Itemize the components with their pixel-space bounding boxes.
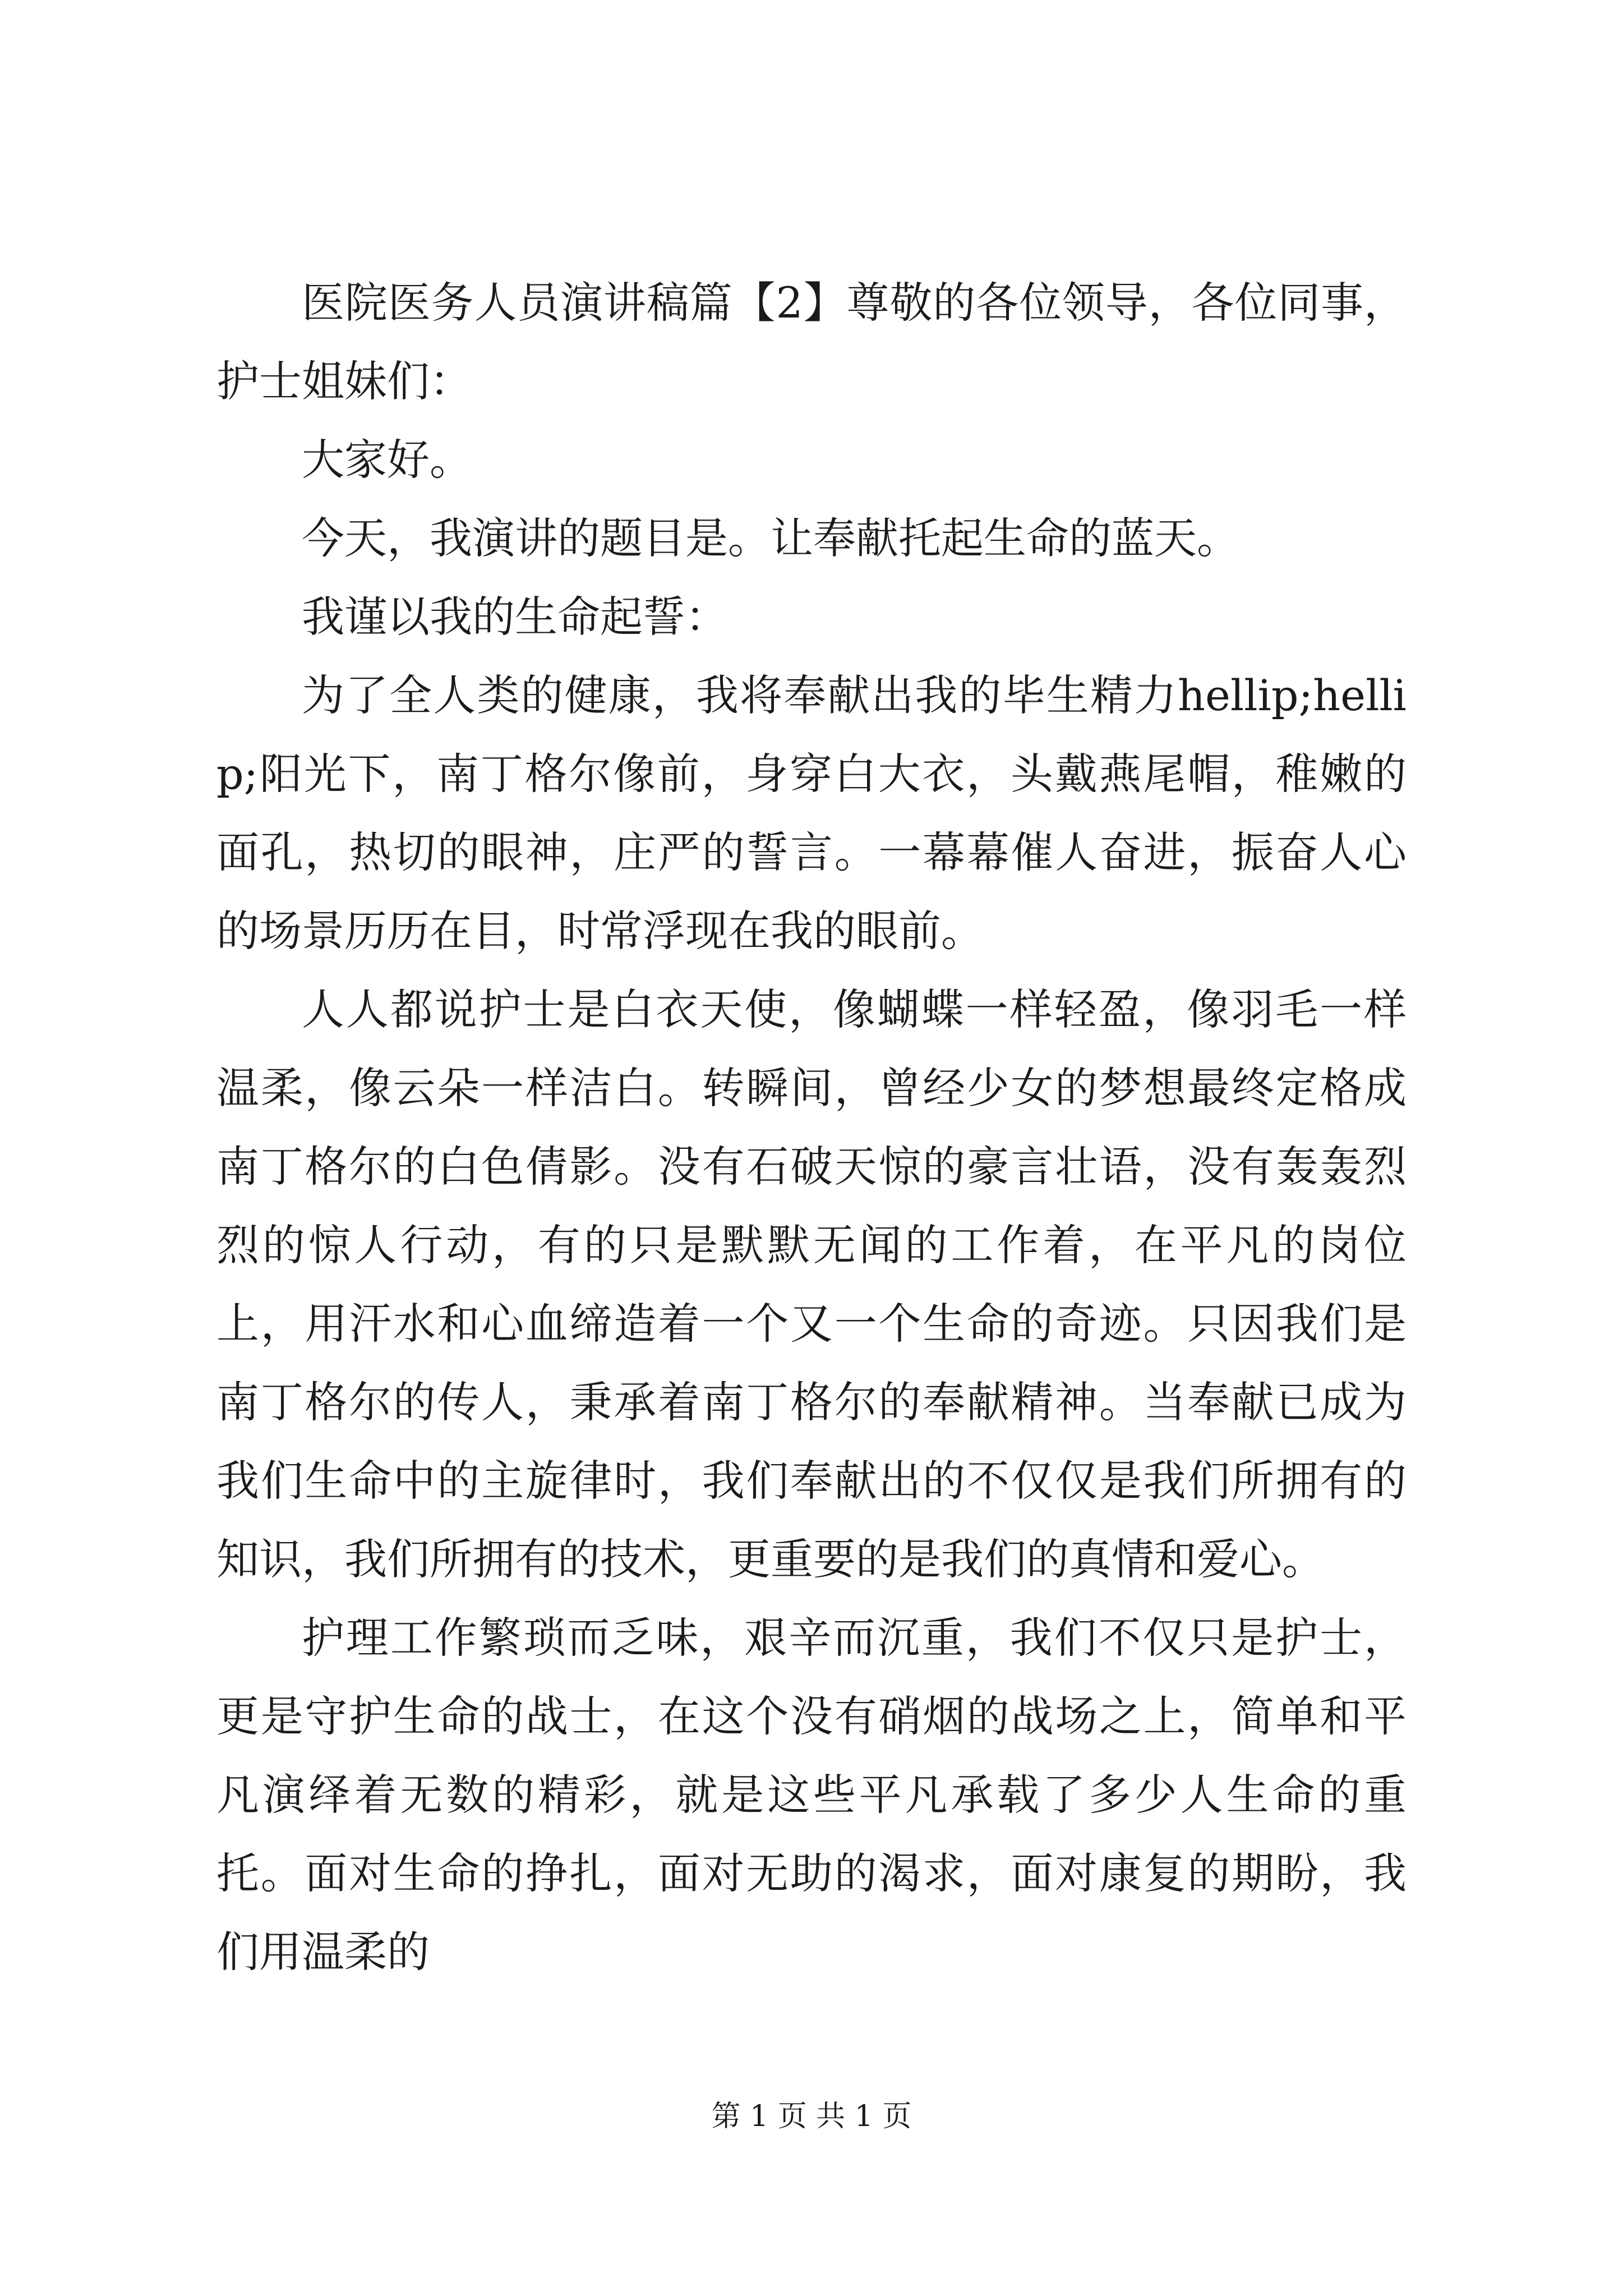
paragraph-hello: 大家好。 [302, 435, 472, 485]
paragraph-white-angel: 人人都说护士是白衣天使，像蝴蝶一样轻盈，像羽毛一样温柔，像云朵一样洁白。转瞬间，曾经少女的梦想最终定格成南丁格尔的白色倩影。没有石破天惊的豪言壮语，没有轰轰烈烈的惊人行动，有的只是默默无闻的工作着，在平凡的岗位上，用汗水和心血缔造着一个又一个生命的奇迹。只因我们是南丁格尔的传人，秉承着南丁格尔的奉献精神。当奉献已成为我们生命中的主旋律时，我们奉献出的不仅仅是我们所拥有的知识，我们所拥有的技术，更重要的是我们的真情和爱心。 [216, 984, 1407, 1584]
page-number-indicator: 第 1 页 共 1 页 [711, 2100, 912, 2133]
paragraph-nursing-work: 护理工作繁琐而乏味，艰辛而沉重，我们不仅只是护士，更是守护生命的战士，在这个没有硝烟的战场之上，简单和平凡演绎着无数的精彩，就是这些平凡承载了多少人生命的重托。面对生命的挣扎，面对无助的渴求，面对康复的期盼，我们用温柔的 [216, 1613, 1407, 1977]
page-footer [0, 2097, 1623, 2136]
paragraph-oath: 为了全人类的健康，我将奉献出我的毕生精力hellip;hellip;阳光下，南丁格尔像前，身穿白大衣，头戴燕尾帽，稚嫩的面孔，热切的眼神，庄严的誓言。一幕幕催人奋进，振奋人心的场景历历在目，时常浮现在我的眼前。 [216, 670, 1407, 956]
paragraph-title-greeting: 医院医务人员演讲稿篇【2】尊敬的各位领导，各位同事，护士姐妹们： [216, 278, 1407, 406]
document-body [216, 264, 1407, 1991]
paragraph-topic: 今天，我演讲的题目是。让奉献托起生命的蓝天。 [302, 513, 1239, 563]
paragraph-oath-intro: 我谨以我的生命起誓： [302, 592, 728, 642]
